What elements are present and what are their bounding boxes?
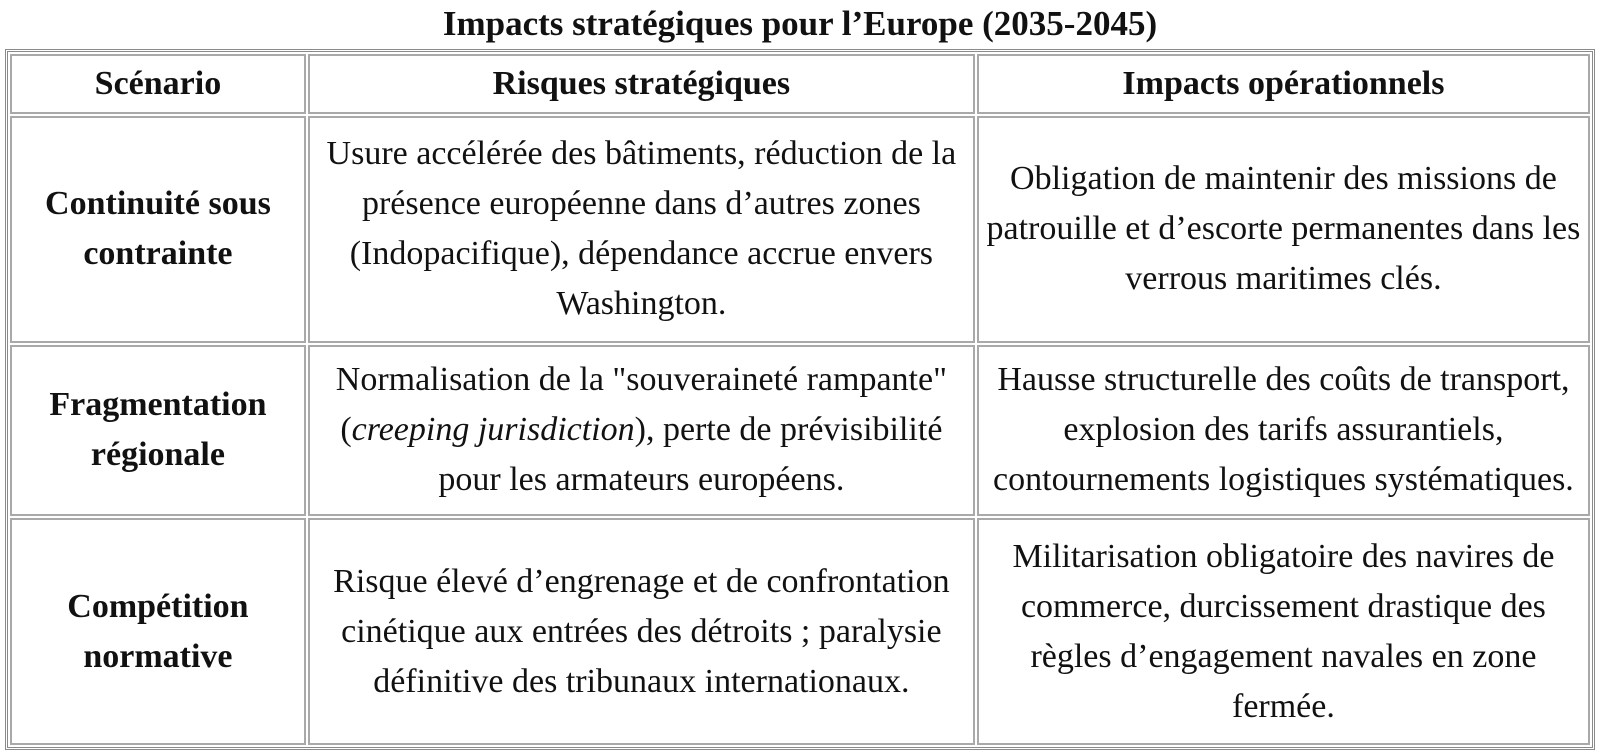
scenario-cell: Continuité sous contrainte: [10, 116, 306, 343]
scenario-cell: Fragmentation régionale: [10, 345, 306, 516]
risks-text-after: ), perte de prévisibilité pour les armateurs européens.: [438, 411, 943, 499]
header-impacts: Impacts opérationnels: [977, 54, 1590, 114]
risks-text-italic: creeping jurisdiction: [351, 411, 635, 449]
impacts-cell: Hausse structurelle des coûts de transport, explosion des tarifs assurantiels, contournements logistiques systématiques.: [977, 345, 1590, 516]
table-row: [10, 345, 1590, 516]
header-risks: Risques stratégiques: [308, 54, 975, 114]
risks-cell: [308, 345, 975, 516]
impacts-table: [5, 49, 1595, 750]
risks-cell: Usure accélérée des bâtiments, réduction de la présence européenne dans d’autres zones (Indopacifique), dépendance accrue envers Washington.: [308, 116, 975, 343]
table-row: [10, 518, 1590, 745]
impacts-cell: Obligation de maintenir des missions de patrouille et d’escorte permanentes dans les verrous maritimes clés.: [977, 116, 1590, 343]
scenario-cell: Compétition normative: [10, 518, 306, 745]
table-row: [10, 116, 1590, 343]
risks-cell: Risque élevé d’engrenage et de confrontation cinétique aux entrées des détroits ; paralysie définitive des tribunaux internationaux.: [308, 518, 975, 745]
risks-text-before: Normalisation de la "souveraineté rampante" (: [335, 361, 947, 449]
impacts-cell: Militarisation obligatoire des navires de commerce, durcissement drastique des règles d’engagement navales en zone fermée.: [977, 518, 1590, 745]
header-scenario: Scénario: [10, 54, 306, 114]
table-header-row: [10, 54, 1590, 114]
page-title: Impacts stratégiques pour l’Europe (2035-2045): [442, 4, 1158, 43]
